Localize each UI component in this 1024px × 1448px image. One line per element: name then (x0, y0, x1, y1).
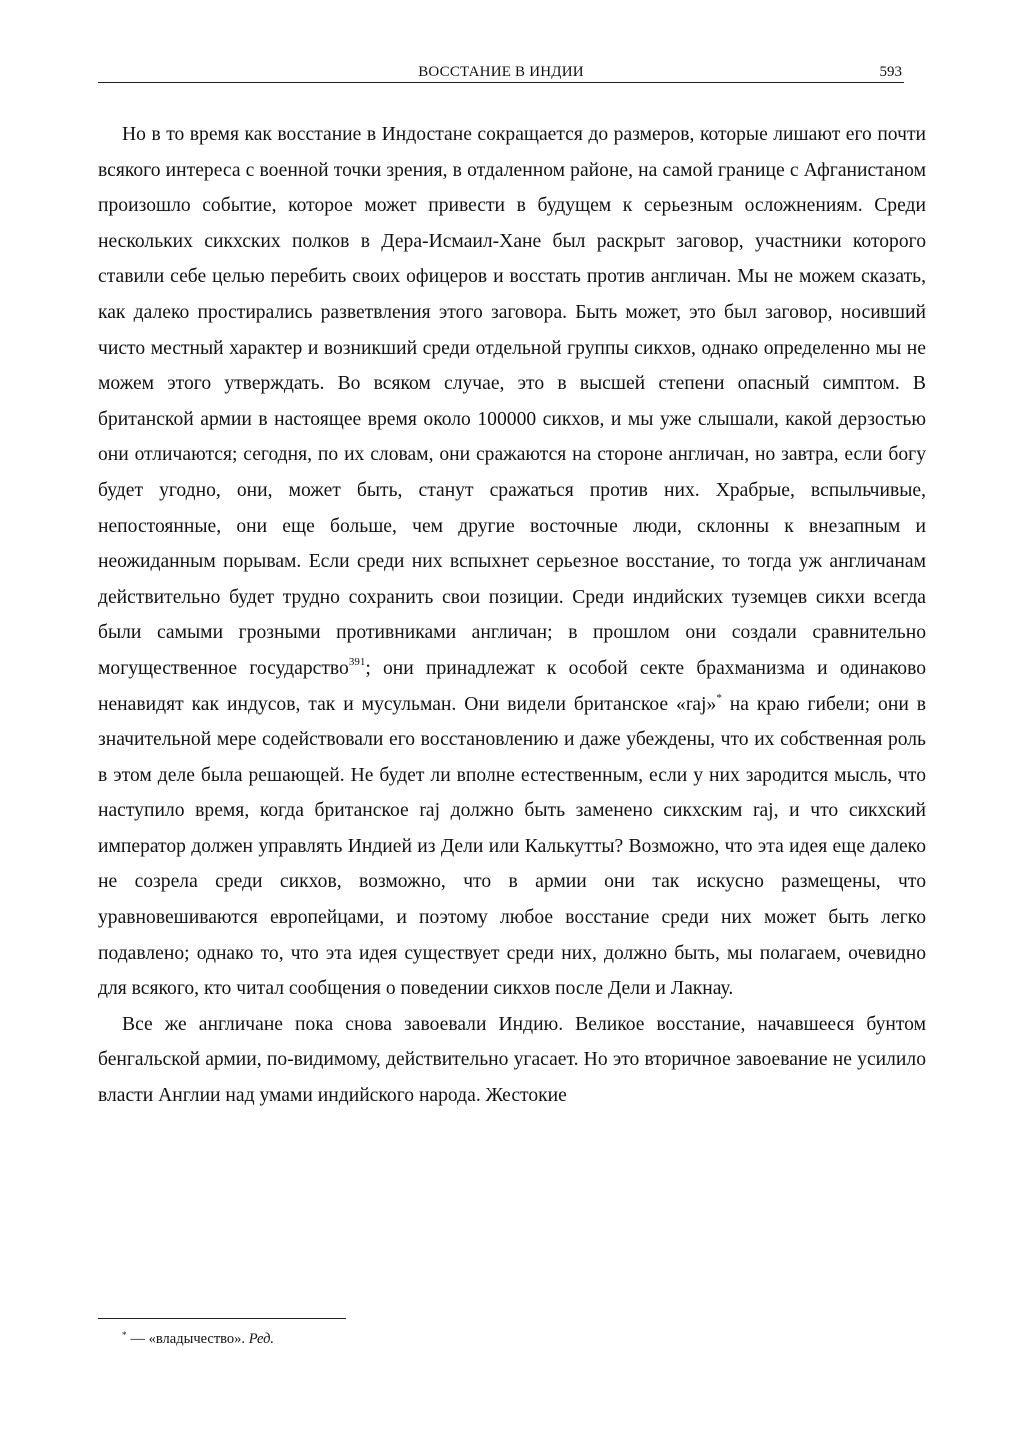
footnote-ref-asterisk: * (716, 691, 722, 704)
paragraph-2: Все же англичане пока снова завоевали Индию. Великое восстание, начавшееся бунтом бенгальской армии, по-видимому, действительно угасает. Но это вторичное завоевание не усилило власти Англии над умами индийского народа. Жестокие (98, 1013, 926, 1107)
paragraph-1-part-2: ; они принадлежат к особой секте брахманизма и одинаково ненавидят как индусов, так и мусульман. Они видели британское «raj» (98, 657, 927, 715)
body-text (98, 117, 926, 1114)
footnote-text: — «владычество». (130, 1331, 249, 1347)
paragraph-1 (98, 117, 926, 1007)
footnote-editor-note: Ред. (248, 1331, 275, 1347)
running-header-title: ВОССТАНИЕ В ИНДИИ (418, 64, 584, 80)
page-number: 593 (879, 64, 902, 80)
footnote (122, 1329, 822, 1350)
running-header (98, 60, 904, 83)
endnote-ref-391: 391 (348, 656, 366, 669)
paragraph-1-part-3: на краю гибели; они в значительной мере содействовали его восстановлению и даже убеждены, что их собственная роль в этом деле была решающей. Не будет ли вполне естественным, если у них зародится мысль, что наступило время, когда британское raj должно быть заменено сикхским raj, и что сикхский император должен управлять Индией из Дели или Калькутты? Возможно, что эта идея еще далеко не созрела среди сикхов, возможно, что в армии они так искусно размещены, что уравновешиваются европейцами, и поэтому любое восстание среди них может быть легко подавлено; однако то, что эта идея существует среди них, должно быть, мы полагаем, очевидно для всякого, кто читал сообщения о поведении сикхов после Дели и Лакнау. (98, 693, 927, 1000)
paragraph-1-part-1: Но в то время как восстание в Индостане сокращается до размеров, которые лишают его почти всякого интереса с военной точки зрения, в отдаленном районе, на самой границе с Афганистаном произошло событие, которое может привести в будущем к серьезным осложнениям. Среди нескольких сикхских полков в Дера-Исмаил-Хане был раскрыт заговор, участники которого ставили себе целью перебить своих офицеров и восстать против англичан. Мы не можем сказать, как далеко простирались разветвления этого заговора. Быть может, это был заговор, носивший чисто местный характер и возникший среди отдельной группы сикхов, однако определенно мы не можем этого утверждать. Во всяком случае, это в высшей степени опасный симптом. В британской армии в настоящее время около 100000 сикхов, и мы уже слышали, какой дерзостью они отличаются; сегодня, по их словам, они сражаются на стороне англичан, но завтра, если богу будет угодно, они, может быть, станут сражаться против них. Храбрые, вспыльчивые, непостоянные, они еще больше, чем другие восточные люди, склонны к внезапным и неожиданным порывам. Если среди них вспыхнет серьезное восстание, то тогда уж англичанам действительно будет трудно сохранить свои позиции. Среди индийских туземцев сикхи всегда были самыми грозными противниками англичан; в прошлом они создали сравнительно могущественное государство (98, 124, 926, 679)
footnote-separator (98, 1318, 346, 1319)
footnote-mark: * (122, 1330, 127, 1340)
